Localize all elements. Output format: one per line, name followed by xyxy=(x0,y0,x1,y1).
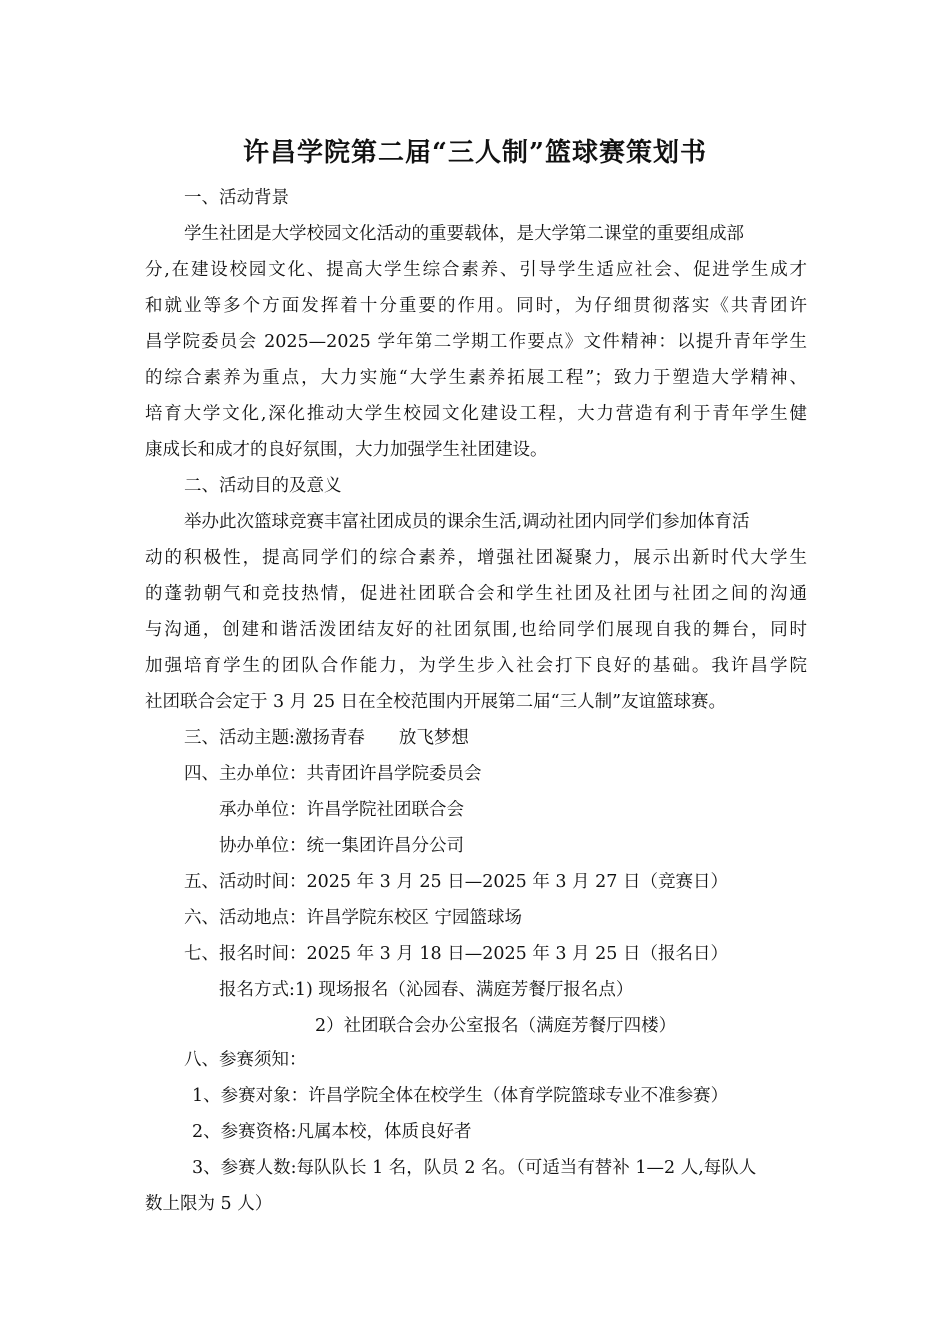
background-line-4: 昌学院委员会 2025—2025 学年第二学期工作要点》文件精神：以提升青年学生 xyxy=(145,332,807,352)
purpose-line-3: 的蓬勃朝气和竞技热情，促进社团联合会和学生社团及社团与社团之间的沟通 xyxy=(145,584,807,604)
background-line-6: 培育大学文化,深化推动大学生校园文化建设工程，大力营造有利于青年学生健 xyxy=(145,404,807,424)
notice-item-1: 1、参赛对象：许昌学院全体在校学生（体育学院篮球专业不准参赛） xyxy=(192,1086,729,1106)
section-heading-background: 一、活动背景 xyxy=(184,188,289,208)
background-line-1: 学生社团是大学校园文化活动的重要载体，是大学第二课堂的重要组成部 xyxy=(184,224,744,244)
activity-venue: 六、活动地点：许昌学院东校区 宁园篮球场 xyxy=(184,908,523,928)
section-heading-notice: 八、参赛须知： xyxy=(184,1050,307,1070)
registration-method-1: 报名方式:1) 现场报名（沁园春、满庭芳餐厅报名点） xyxy=(219,980,634,1000)
purpose-line-2: 动的积极性，提高同学们的综合素养，增强社团凝聚力，展示出新时代大学生 xyxy=(145,548,807,568)
registration-method-2: 2）社团联合会办公室报名（满庭芳餐厅四楼） xyxy=(315,1016,677,1036)
registration-time: 七、报名时间：2025 年 3 月 18 日—2025 年 3 月 25 日（报名日） xyxy=(184,944,729,964)
notice-item-2: 2、参赛资格:凡属本校，体质良好者 xyxy=(192,1122,472,1142)
purpose-line-6: 社团联合会定于 3 月 25 日在全校范围内开展第二届“三人制”友谊篮球赛。 xyxy=(145,692,727,712)
theme-line xyxy=(184,730,469,748)
notice-item-3-line-2: 数上限为 5 人） xyxy=(145,1194,273,1214)
purpose-line-1: 举办此次篮球竞赛丰富社团成员的课余生活,调动社团内同学们参加体育活 xyxy=(184,512,750,532)
notice-item-3-line-1: 3、参赛人数:每队队长 1 名，队员 2 名。（可适当有替补 1—2 人,每队人 xyxy=(192,1158,757,1178)
purpose-line-4: 与沟通，创建和谐活泼团结友好的社团氛围,也给同学们展现自我的舞台，同时 xyxy=(145,620,807,640)
background-line-3: 和就业等多个方面发挥着十分重要的作用。同时，为仔细贯彻落实《共青团许 xyxy=(145,296,807,316)
host-organizer: 四、主办单位：共青团许昌学院委员会 xyxy=(184,764,482,784)
section-heading-purpose: 二、活动目的及意义 xyxy=(184,476,342,496)
background-line-5: 的综合素养为重点，大力实施“大学生素养拓展工程”；致力于塑造大学精神、 xyxy=(145,368,807,388)
activity-time: 五、活动时间：2025 年 3 月 25 日—2025 年 3 月 27 日（竞赛日） xyxy=(184,872,729,892)
purpose-line-5: 加强培育学生的团队合作能力，为学生步入社会打下良好的基础。我许昌学院 xyxy=(145,656,807,676)
background-line-2: 分,在建设校园文化、提高大学生综合素养、引导学生适应社会、促进学生成才 xyxy=(145,260,807,280)
co-organizer: 协办单位：统一集团许昌分公司 xyxy=(219,836,464,856)
theme-value: 放飞梦想 xyxy=(398,728,469,748)
background-line-7: 康成长和成才的良好氛围，大力加强学生社团建设。 xyxy=(145,440,548,460)
undertaker-organizer: 承办单位：许昌学院社团联合会 xyxy=(219,800,464,820)
theme-label: 三、活动主题:激扬青春 xyxy=(184,728,365,748)
document-title: 许昌学院第二届“三人制”篮球赛策划书 xyxy=(243,138,707,168)
